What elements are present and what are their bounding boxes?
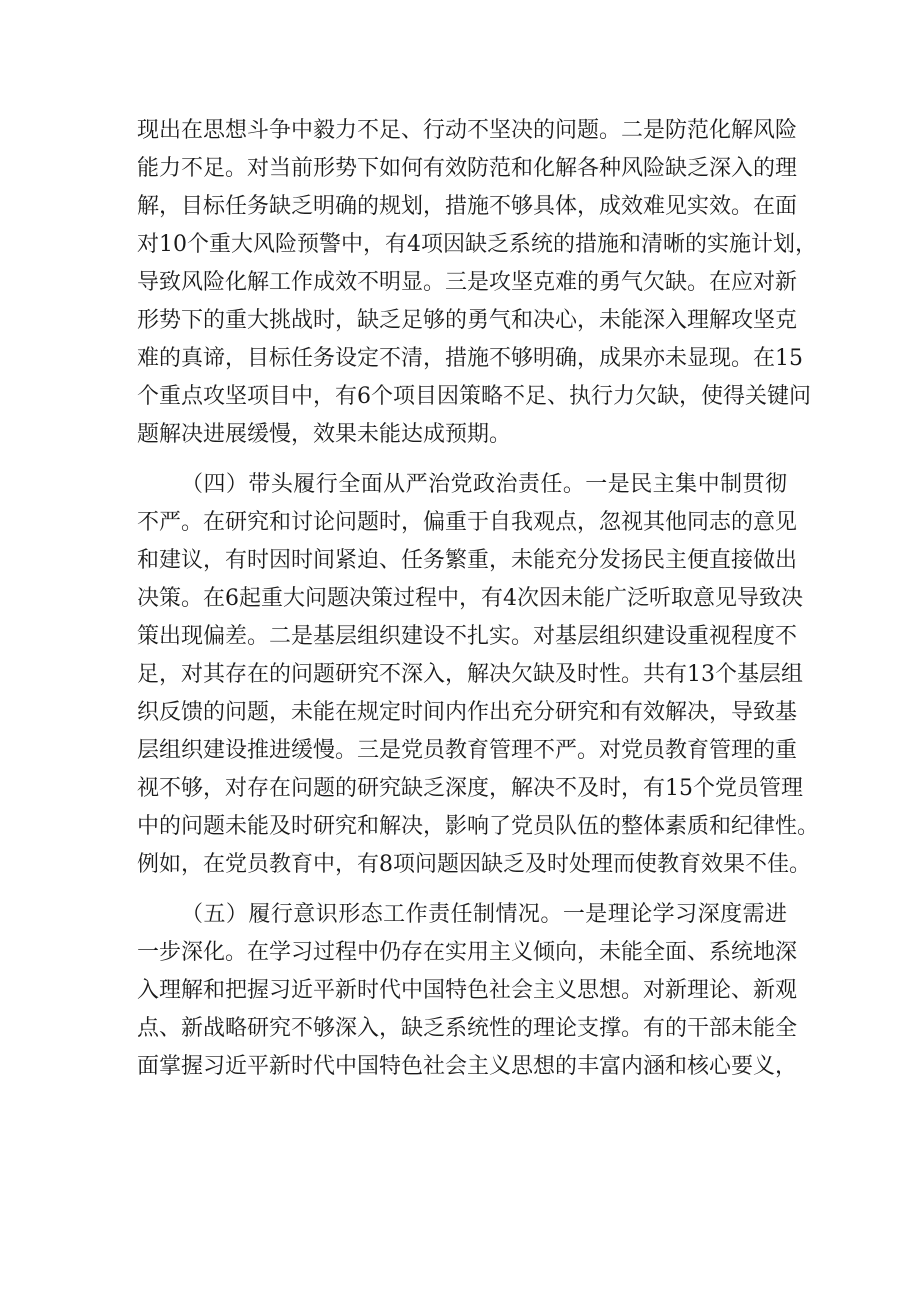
text-line: 不严。在研究和讨论问题时，偏重于自我观点，忽视其他同志的意见 [137,510,798,535]
text-line: 足，对其存在的问题研究不深入，解决欠缺及时性。共有13个基层组 [137,662,803,687]
text-line: 现出在思想斗争中毅力不足、行动不坚决的问题。二是防范化解风险 [137,118,798,143]
text-line: 难的真谛，目标任务设定不清，措施不够明确，成果亦未显现。在15 [137,346,803,371]
text-line: 形势下的重大挑战时，缺乏足够的勇气和决心，未能深入理解攻坚克 [137,308,798,333]
text-line: 和建议，有时因时间紧迫、任务繁重，未能充分发扬民主便直接做出 [137,548,798,573]
text-line: 能力不足。对当前形势下如何有效防范和化解各种风险缺乏深入的理 [137,156,798,181]
text-line: 例如，在党员教育中，有8项问题因缺乏及时处理而使教育效果不佳。 [137,852,811,877]
text-line: 决策。在6起重大问题决策过程中，有4次因未能广泛听取意见导致决 [137,586,803,611]
section-heading-line: （五）履行意识形态工作责任制情况。一是理论学习深度需进 [181,902,787,927]
text-line: 点、新战略研究不够深入，缺乏系统性的理论支撑。有的干部未能全 [137,1016,798,1041]
text-line: 解，目标任务缺乏明确的规划，措施不够具体，成效难见实效。在面 [137,194,798,219]
text-line: 织反馈的问题，未能在规定时间内作出充分研究和有效解决，导致基 [137,700,798,725]
text-line: 个重点攻坚项目中，有6个项目因策略不足、执行力欠缺，使得关键问 [137,384,811,409]
text-line: 对10个重大风险预警中，有4项因缺乏系统的措施和清晰的实施计划， [137,232,817,257]
text-line: 策出现偏差。二是基层组织建设不扎实。对基层组织建设重视程度不 [137,624,798,649]
text-line: 视不够，对存在问题的研究缺乏深度，解决不及时，有15个党员管理 [137,776,803,801]
paragraph-party-governance [137,466,820,884]
text-line: 题解决进展缓慢，效果未能达成预期。 [137,422,512,447]
text-line: 层组织建设推进缓慢。三是党员教育管理不严。对党员教育管理的重 [137,738,798,763]
document-body [137,112,820,1098]
section-heading-line: （四）带头履行全面从严治党政治责任。一是民主集中制贯彻 [181,472,787,497]
text-line: 面掌握习近平新时代中国特色社会主义思想的丰富内涵和核心要义， [137,1054,798,1079]
text-line: 入理解和把握习近平新时代中国特色社会主义思想。对新理论、新观 [137,978,798,1003]
paragraph-risk-prevention [137,112,817,454]
paragraph-ideology-work [137,896,798,1086]
text-line: 中的问题未能及时研究和解决，影响了党员队伍的整体素质和纪律性。 [137,814,820,839]
text-line: 一步深化。在学习过程中仍存在实用主义倾向，未能全面、系统地深 [137,940,798,965]
text-line: 导致风险化解工作成效不明显。三是攻坚克难的勇气欠缺。在应对新 [137,270,798,295]
